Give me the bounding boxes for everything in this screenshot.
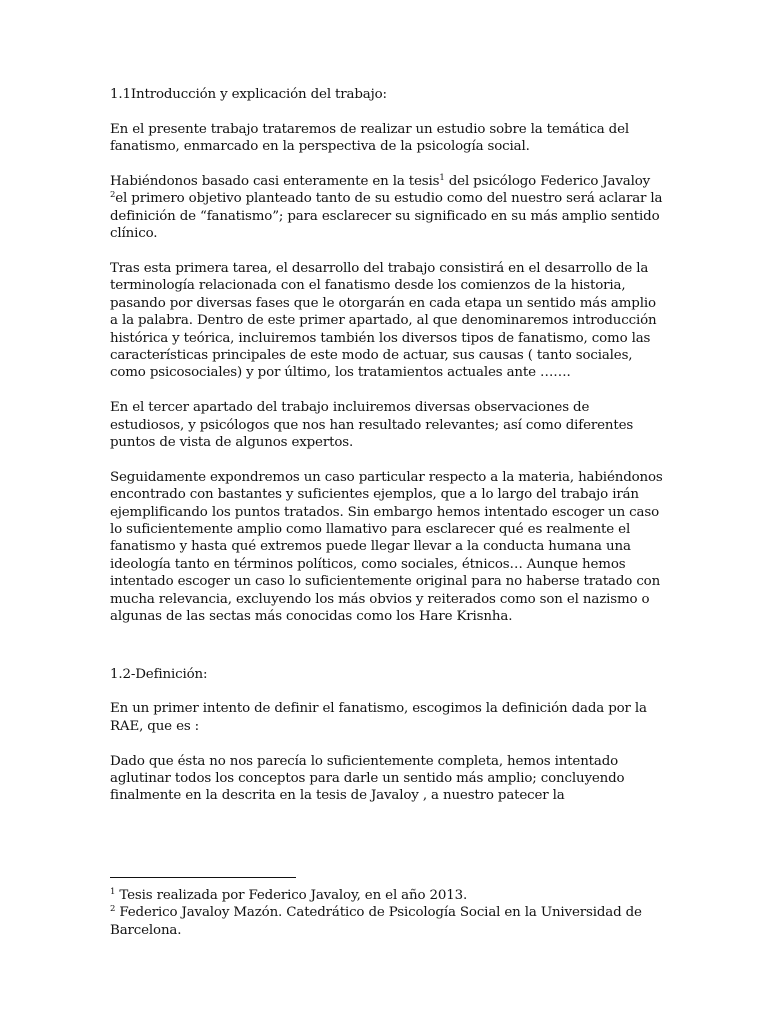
paragraph-line: pasando por diversas fases que le otorgarán en cada etapa un sentido más amplio	[110, 295, 656, 311]
footnote-2	[110, 904, 650, 921]
paragraph-line: algunas de las sectas más conocidas como los Hare Krisnha.	[110, 609, 513, 625]
paragraph-line: lo suficientemente amplio como llamativo para esclarecer qué es realmente el	[110, 522, 631, 538]
paragraph-line: fanatismo y hasta qué extremos puede llegar llevar a la conducta humana una	[110, 539, 631, 555]
footnote-text: Tesis realizada por Federico Javaloy, en el año 2013.	[115, 888, 468, 903]
paragraph-line: mucha relevancia, excluyendo los más obvios y reiterados como son el nazismo o	[110, 591, 650, 607]
paragraph-line	[110, 173, 650, 190]
paragraph-line: Seguidamente expondremos un caso particular respecto a la materia, habiéndonos	[110, 469, 663, 485]
paragraph-line: encontrado con bastantes y suficientes ejemplos, que a lo largo del trabajo irán	[110, 487, 639, 503]
footnote-reference-2[interactable]: 2	[110, 190, 116, 201]
paragraph-text: el primero objetivo planteado tanto de su estudio como del nuestro será aclarar la	[115, 191, 663, 207]
paragraph-tercer-apartado	[110, 399, 650, 451]
paragraph-line: histórica y teórica, incluiremos también los diversos tipos de fanatismo, como las	[110, 330, 651, 346]
paragraph-line: como psicosociales) y por último, los tratamientos actuales ante …….	[110, 365, 571, 381]
footnote-text: Federico Javaloy Mazón. Catedrático de Psicología Social en la Universidad de	[115, 905, 642, 921]
section-heading-definicion: 1.2-Definición:	[110, 666, 208, 682]
footnote-mark-1: 1	[110, 887, 116, 897]
paragraph-line: a la palabra. Dentro de este primer apartado, al que denominaremos introducción	[110, 313, 657, 329]
paragraph-line: aglutinar todos los conceptos para darle un sentido más amplio; concluyendo	[110, 770, 625, 786]
paragraph-line: clínico.	[110, 226, 158, 242]
footnote-separator	[110, 877, 296, 878]
paragraph-text: Habiéndonos basado casi enteramente en la tesis	[110, 174, 440, 189]
paragraph-line: En el presente trabajo trataremos de realizar un estudio sobre la temática del	[110, 121, 630, 137]
paragraph-line: intentado escoger un caso lo suficientemente original para no haberse tratado con	[110, 574, 661, 590]
paragraph-line: estudiosos, y psicólogos que nos han resultado relevantes; así como diferentes	[110, 417, 634, 433]
paragraph-line: definición de “fanatismo”; para esclarecer su significado en su más amplio sentido	[110, 208, 660, 224]
paragraph-text: del psicólogo Federico Javaloy	[444, 174, 651, 189]
paragraph-line: características principales de este modo de actuar, sus causas ( tanto sociales,	[110, 348, 633, 364]
footnote-2-continuation: Barcelona.	[110, 922, 182, 938]
paragraph-line: Dado que ésta no nos parecía lo suficientemente completa, hemos intentado	[110, 753, 619, 769]
paragraph-tesis-javaloy	[110, 173, 663, 243]
footnote-1	[110, 887, 650, 904]
paragraph-line: fanatismo, enmarcado en la perspectiva de la psicología social.	[110, 139, 530, 155]
paragraph-line: finalmente en la descrita en la tesis de Javaloy , a nuestro patecer la	[110, 788, 565, 804]
paragraph-line: puntos de vista de algunos expertos.	[110, 435, 354, 451]
section-heading-introduccion: 1.1Introducción y explicación del trabajo:	[110, 87, 387, 102]
paragraph-line: En el tercer apartado del trabajo incluiremos diversas observaciones de	[110, 400, 590, 416]
footnote-mark-2: 2	[110, 904, 116, 915]
paragraph-line: Tras esta primera tarea, el desarrollo del trabajo consistirá en el desarrollo de la	[110, 261, 649, 277]
paragraph-presente-trabajo	[110, 121, 650, 156]
paragraph-primer-intento	[110, 700, 650, 735]
paragraph-line: terminología relacionada con el fanatismo desde los comienzos de la historia,	[110, 278, 626, 294]
paragraph-caso-particular	[110, 469, 663, 626]
paragraph-dado-que	[110, 753, 650, 805]
paragraph-line: RAE, que es :	[110, 718, 200, 734]
paragraph-line: ejemplificando los puntos tratados. Sin embargo hemos intentado escoger un caso	[110, 504, 660, 520]
paragraph-primera-tarea	[110, 260, 657, 382]
paragraph-line: ideología tanto en términos políticos, como sociales, étnicos… Aunque hemos	[110, 556, 626, 572]
paragraph-line: En un primer intento de definir el fanatismo, escogimos la definición dada por la	[110, 701, 647, 717]
paragraph-line	[110, 190, 663, 207]
document-body	[110, 86, 663, 805]
footnote-reference-1[interactable]: 1	[439, 173, 445, 183]
footnotes	[110, 877, 650, 939]
